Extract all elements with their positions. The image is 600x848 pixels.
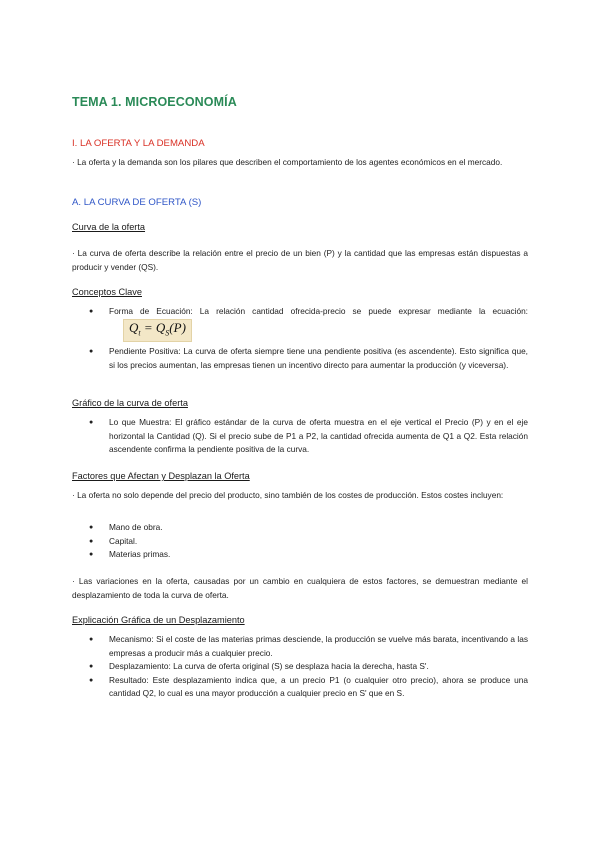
subheading-conceptos: Conceptos Clave: [72, 287, 142, 297]
bullet-icon: ●: [89, 524, 94, 531]
list-item: [72, 305, 528, 342]
factores-list: [72, 521, 528, 562]
section-heading-oferta-demanda: I. LA OFERTA Y LA DEMANDA: [72, 138, 205, 149]
bullet-icon: ●: [89, 308, 94, 315]
intro-paragraph: · La oferta y la demanda son los pilares que describen el comportamiento de los agentes económicos en el mercado.: [72, 157, 503, 167]
factores-intro: · La oferta no solo depende del precio del producto, sino también de los costes de producción. Estos costes incluyen:: [72, 490, 504, 500]
conceptos-list: [72, 305, 528, 342]
subheading-grafico: Gráfico de la curva de oferta: [72, 398, 188, 408]
forma-ecuacion-text: Forma de Ecuación: La relación cantidad ofrecida-precio se puede expresar mediante la ecuación:: [109, 306, 528, 316]
bullet-icon: ●: [89, 419, 94, 426]
list-item: [72, 416, 528, 457]
factores-outro: · Las variaciones en la oferta, causadas por un cambio en cualquiera de estos factores, se demuestran mediante el desplazamiento de toda la curva de oferta.: [72, 576, 528, 600]
list-item: [72, 674, 528, 701]
list-item: ● Materias primas.: [72, 548, 528, 562]
bullet-icon: ●: [89, 348, 94, 355]
grafico-text: Lo que Muestra: El gráfico estándar de la curva de oferta muestra en el eje vertical el Precio (P) y en el eje horizontal la Cantidad (Q). Si el precio sube de P1 a P2, la cantidad ofrecida aumenta de Q1 a Q2. Esta relación ascendente confirma la pendiente positiva de la curva.: [109, 417, 528, 454]
pendiente-text: Pendiente Positiva: La curva de oferta siempre tiene una pendiente positiva (es ascendente). Esto significa que, si los precios aumentan, las empresas tienen un incentivo directo para aumentar la producción (y viceversa).: [109, 346, 528, 370]
explicacion-list: [72, 633, 528, 701]
list-item: ● Mano de obra.: [72, 521, 528, 535]
desplazamiento-text: Desplazamiento: La curva de oferta original (S) se desplaza hacia la derecha, hasta S'.: [109, 661, 429, 671]
list-item: [72, 345, 528, 372]
mecanismo-text: Mecanismo: Si el coste de las materias primas desciende, la producción se vuelve más barata, incentivando a las empresas a producir más a cualquier precio.: [109, 634, 528, 658]
list-item: [72, 660, 528, 674]
list-item: ● Capital.: [72, 535, 528, 549]
bullet-icon: ●: [89, 551, 94, 558]
grafico-list: [72, 416, 528, 457]
curva-paragraph: · La curva de oferta describe la relación entre el precio de un bien (P) y la cantidad que las empresas están dispuestas a producir y vender (QS).: [72, 248, 528, 272]
bullet-icon: ●: [89, 663, 94, 670]
bullet-icon: ●: [89, 636, 94, 643]
bullet-icon: ●: [89, 537, 94, 545]
list-item: [72, 633, 528, 660]
bullet-icon: ●: [89, 676, 94, 684]
equation-image: $Q_t = Q_S(P)$: [123, 319, 192, 342]
subheading-factores: Factores que Afectan y Desplazan la Oferta: [72, 471, 250, 481]
subheading-curva: Curva de la oferta: [72, 222, 146, 232]
document-title: TEMA 1. MICROECONOMÍA: [72, 95, 237, 109]
conceptos-list-2: [72, 345, 528, 372]
section-heading-curva-oferta: A. LA CURVA DE OFERTA (S): [72, 197, 202, 208]
resultado-text: Resultado: Este desplazamiento indica que, a un precio P1 (o cualquier otro precio), ahora se produce una cantidad Q2, lo cual es una mayor producción a cualquier precio en S' que en S.: [109, 674, 528, 698]
subheading-explicacion: Explicación Gráfica de un Desplazamiento: [72, 615, 245, 625]
